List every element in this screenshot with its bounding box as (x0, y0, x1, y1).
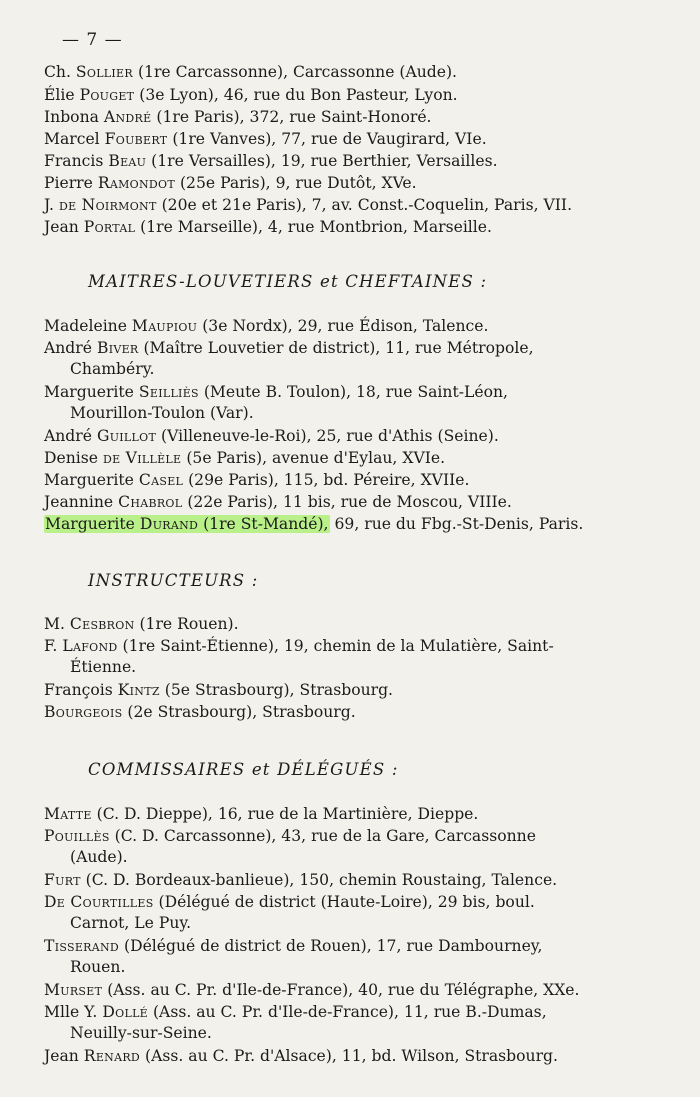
entry-details: (Ass. au C. Pr. d'Ile-de-France), 40, rue du Télégraphe, XXe. (102, 981, 580, 999)
directory-entry (44, 892, 662, 934)
entry-surname: Chabrol (118, 493, 183, 511)
entry-surname: Ramondot (97, 174, 175, 192)
entry-surname: Renard (83, 1047, 141, 1065)
entry-details: (5e Strasbourg), Strasbourg. (159, 681, 394, 699)
entry-surname: Durand (139, 515, 199, 533)
entry-first-name: Pierre (44, 174, 93, 192)
entry-surname: Tisserand (44, 937, 120, 955)
entry-surname: Foubert (104, 130, 168, 148)
entry-surname: de Villèle (102, 449, 182, 467)
entry-surname: André (103, 108, 152, 126)
entry-first-name: Jean (44, 1047, 79, 1065)
entry-first-name: Jeannine (44, 493, 114, 511)
directory-entry (44, 107, 662, 128)
entry-continuation: Neuilly-sur-Seine. (70, 1024, 212, 1042)
directory-entry (44, 804, 662, 825)
entry-surname: Pouget (79, 86, 135, 104)
entry-surname: Murset (44, 981, 103, 999)
directory-entry (44, 1046, 662, 1067)
entry-details: (Délégué de district (Haute-Loire), 29 bis, boul. (153, 893, 535, 911)
entry-surname: Kintz (117, 681, 160, 699)
entry-details: (1re Saint-Étienne), 19, chemin de la Mulatière, Saint- (117, 637, 554, 655)
entry-details: (3e Nordx), 29, rue Édison, Talence. (197, 317, 489, 335)
entry-details: (Maître Louvetier de district), 11, rue Métropole, (138, 339, 534, 357)
entry-first-name: Marcel (44, 130, 100, 148)
heading-maitres-louvetiers: MAITRES-LOUVETIERS et CHEFTAINES : (88, 272, 488, 291)
directory-entry (44, 151, 662, 172)
entry-first-name: Mlle Y. (44, 1003, 98, 1021)
directory-entry (44, 492, 662, 513)
entry-surname: Biver (96, 339, 139, 357)
entry-details: (1re Versailles), 19, rue Berthier, Versailles. (146, 152, 498, 170)
directory-entry (44, 980, 662, 1001)
entry-surname: Lafond (62, 637, 118, 655)
directory-entry (44, 129, 662, 150)
entry-surname: De Courtilles (44, 893, 154, 911)
heading-instructeurs: INSTRUCTEURS : (88, 571, 259, 590)
entry-surname: Furt (44, 871, 81, 889)
entry-first-name: Francis (44, 152, 104, 170)
directory-entry (44, 448, 662, 469)
directory-entry (44, 62, 662, 83)
highlighted-entry (44, 514, 662, 535)
entry-details: (C. D. Carcassonne), 43, rue de la Gare, Carcassonne (109, 827, 536, 845)
entry-details: 69, rue du Fbg.-St-Denis, Paris. (329, 515, 584, 533)
entry-details: (C. D. Bordeaux-banlieue), 150, chemin Roustaing, Talence. (80, 871, 558, 889)
entry-continuation: Carnot, Le Puy. (70, 914, 192, 932)
directory-entry (44, 217, 662, 238)
entry-details: (Ass. au C. Pr. d'Ile-de-France), 11, rue B.-Dumas, (148, 1003, 547, 1021)
entry-first-name: François (44, 681, 113, 699)
entry-surname: de Noirmont (58, 196, 157, 214)
entry-surname: Cesbron (69, 615, 135, 633)
directory-entry (44, 680, 662, 701)
entry-details: (Ass. au C. Pr. d'Alsace), 11, bd. Wilson, Strasbourg. (140, 1047, 558, 1065)
entry-surname: Sollier (75, 63, 133, 81)
entry-details: (Villeneuve-le-Roi), 25, rue d'Athis (Seine). (156, 427, 499, 445)
entry-first-name: Jean (44, 218, 79, 236)
entry-details: (25e Paris), 9, rue Dutôt, XVe. (175, 174, 417, 192)
entry-first-name: Marguerite (44, 383, 134, 401)
entry-first-name: Inbona (44, 108, 99, 126)
entry-first-name: Élie (44, 86, 75, 104)
entry-details: (5e Paris), avenue d'Eylau, XVIe. (181, 449, 446, 467)
directory-entry (44, 173, 662, 194)
entry-surname: Guillot (96, 427, 157, 445)
entry-continuation: Rouen. (70, 958, 126, 976)
entry-details: (Délégué de district de Rouen), 17, rue Dambourney, (119, 937, 543, 955)
entry-details: (29e Paris), 115, bd. Péreire, XVIIe. (183, 471, 470, 489)
entry-first-name: M. (44, 615, 65, 633)
directory-entry (44, 870, 662, 891)
entry-continuation: (Aude). (70, 848, 128, 866)
entry-details: (C. D. Dieppe), 16, rue de la Martinière, Dieppe. (91, 805, 479, 823)
entry-surname: Casel (138, 471, 184, 489)
directory-entry (44, 382, 662, 424)
entry-group: (1re St-Mandé), (198, 515, 329, 533)
entry-continuation: Étienne. (70, 658, 137, 676)
directory-entry (44, 614, 662, 635)
entry-details: (1re Paris), 372, rue Saint-Honoré. (151, 108, 432, 126)
entry-surname: Seilliès (138, 383, 199, 401)
directory-entry (44, 826, 662, 868)
entry-first-name: J. (44, 196, 54, 214)
page-number: — 7 — (62, 30, 123, 50)
entry-details: (22e Paris), 11 bis, rue de Moscou, VIIIe. (182, 493, 512, 511)
directory-entry (44, 702, 662, 723)
entry-details: (2e Strasbourg), Strasbourg. (122, 703, 356, 721)
highlight-marker (44, 515, 330, 533)
directory-entry (44, 470, 662, 491)
entry-surname: Matte (44, 805, 92, 823)
entry-surname: Dollé (102, 1003, 149, 1021)
directory-entry (44, 936, 662, 978)
directory-entry (44, 338, 662, 380)
entry-continuation: Mourillon-Toulon (Var). (70, 404, 254, 422)
heading-commissaires: COMMISSAIRES et DÉLÉGUÉS : (88, 760, 399, 779)
entry-details: (20e et 21e Paris), 7, av. Const.-Coquelin, Paris, VII. (156, 196, 573, 214)
entry-surname: Beau (108, 152, 147, 170)
entry-details: (1re Vanves), 77, rue de Vaugirard, VIe. (167, 130, 487, 148)
entry-first-name: Marguerite (45, 515, 135, 533)
entry-first-name: Madeleine (44, 317, 127, 335)
entry-first-name: André (44, 427, 92, 445)
entry-details: (1re Carcassonne), Carcassonne (Aude). (132, 63, 458, 81)
entry-continuation: Chambéry. (70, 360, 155, 378)
entry-details: (3e Lyon), 46, rue du Bon Pasteur, Lyon. (134, 86, 458, 104)
entry-surname: Portal (83, 218, 136, 236)
directory-entry (44, 195, 662, 216)
entry-surname: Maupiou (131, 317, 198, 335)
directory-entry (44, 1002, 662, 1044)
entry-first-name: Denise (44, 449, 98, 467)
directory-entry (44, 85, 662, 106)
directory-entry (44, 426, 662, 447)
entry-details: (1re Rouen). (134, 615, 239, 633)
entry-surname: Bourgeois (44, 703, 123, 721)
entry-details: (1re Marseille), 4, rue Montbrion, Marseille. (135, 218, 492, 236)
entry-first-name: Marguerite (44, 471, 134, 489)
entry-surname: Pouillès (44, 827, 110, 845)
entry-first-name: F. (44, 637, 58, 655)
directory-entry (44, 636, 662, 678)
directory-entry (44, 316, 662, 337)
entry-first-name: Ch. (44, 63, 71, 81)
entry-first-name: André (44, 339, 92, 357)
entry-details: (Meute B. Toulon), 18, rue Saint-Léon, (198, 383, 508, 401)
